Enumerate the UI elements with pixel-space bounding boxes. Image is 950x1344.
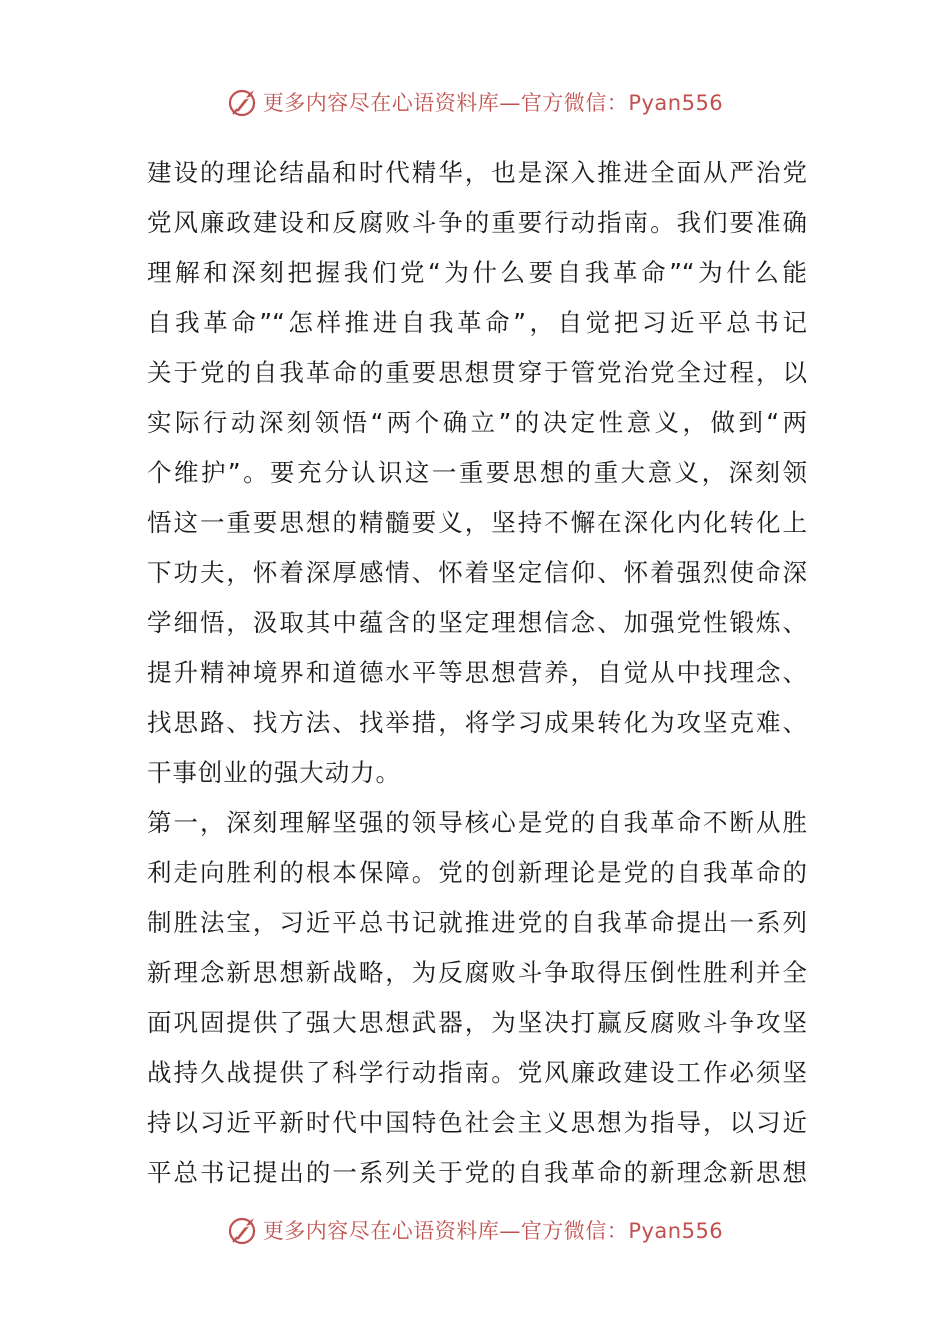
header-banner-text: [263, 87, 723, 117]
text-line-20: 持以习近平新时代中国特色社会主义思想为指导，以习近: [147, 1108, 807, 1137]
text-line-10: 学细悟，汲取其中蕴含的坚定理想信念、加强党性锻炼、: [147, 608, 807, 637]
header-site-name: 更多内容尽在心语资料库: [262, 91, 500, 115]
document-body: [147, 148, 807, 1198]
text-line-8: 悟这一重要思想的精髓要义，坚持不懈在深化内化转化上: [147, 508, 807, 537]
text-line-21: 平总书记提出的一系列关于党的自我革命的新理念新思想: [147, 1158, 807, 1187]
text-line-14: 第一，深刻理解坚强的领导核心是党的自我革命不断从胜: [147, 808, 807, 837]
text-line-2: 党风廉政建设和反腐败斗争的重要行动指南。我们要准确: [147, 208, 807, 237]
text-line-13: 干事创业的强大动力。: [147, 758, 401, 787]
footer-site-name: 更多内容尽在心语资料库: [262, 1219, 500, 1243]
text-line-6: 实际行动深刻领悟“两个确立”的决定性意义，做到“两: [147, 408, 807, 437]
text-line-9: 下功夫，怀着深厚感情、怀着坚定信仰、怀着强烈使命深: [147, 558, 807, 587]
text-line-16: 制胜法宝，习近平总书记就推进党的自我革命提出一系列: [147, 908, 807, 937]
header-banner: [0, 82, 950, 122]
text-line-5: 关于党的自我革命的重要思想贯穿于管党治党全过程，以: [147, 358, 807, 387]
text-line-15: 利走向胜利的根本保障。党的创新理论是党的自我革命的: [147, 858, 807, 887]
header-separator: —: [499, 91, 521, 115]
text-line-12: 找思路、找方法、找举措，将学习成果转化为攻坚克难、: [147, 708, 807, 737]
header-wechat-label: 官方微信：: [520, 91, 629, 115]
text-line-19: 战持久战提供了科学行动指南。党风廉政建设工作必须坚: [147, 1058, 807, 1087]
header-wechat-id: Pyan556: [628, 91, 724, 115]
text-line-1: 建设的理论结晶和时代精华，也是深入推进全面从严治党: [147, 158, 807, 187]
footer-separator: —: [499, 1219, 521, 1243]
footer-banner-text: [263, 1215, 723, 1245]
quill-logo-icon: [227, 85, 261, 119]
footer-wechat-id: Pyan556: [628, 1219, 724, 1243]
text-line-3: 理解和深刻把握我们党“为什么要自我革命”“为什么能: [147, 258, 807, 287]
footer-wechat-label: 官方微信：: [520, 1219, 629, 1243]
text-line-4: 自我革命”“怎样推进自我革命”，自觉把习近平总书记: [147, 308, 807, 337]
quill-logo-icon: [227, 1213, 261, 1247]
text-line-11: 提升精神境界和道德水平等思想营养，自觉从中找理念、: [147, 658, 807, 687]
text-line-18: 面巩固提供了强大思想武器，为坚决打赢反腐败斗争攻坚: [147, 1008, 807, 1037]
text-line-7: 个维护”。要充分认识这一重要思想的重大意义，深刻领: [147, 458, 807, 487]
text-line-17: 新理念新思想新战略，为反腐败斗争取得压倒性胜利并全: [147, 958, 807, 987]
footer-banner: [0, 1210, 950, 1250]
